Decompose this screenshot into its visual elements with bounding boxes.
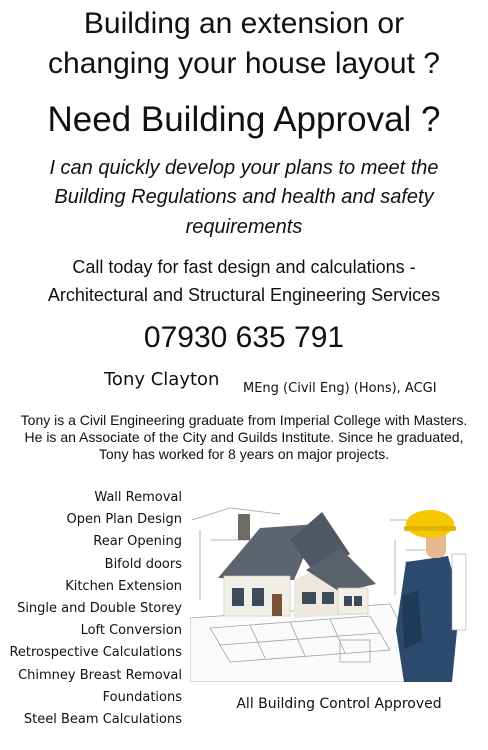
bio-line-3: Tony has worked for 8 years on major projects. [98,446,390,462]
service-item: Foundations [102,689,182,705]
house-icon [218,512,376,618]
engineer-name: Tony Clayton [104,369,220,390]
service-item: Rear Opening [93,534,182,550]
approval-headline: Need Building Approval ? [47,100,441,139]
engineer-figure [396,510,466,682]
pitch-line-1: I can quickly develop your plans to meet the [49,157,439,179]
service-item: Bifold doors [104,556,182,572]
headline-line-2: changing your house layout ? [48,47,440,80]
service-item: Single and Double Storey [17,600,182,616]
bio-line-1: Tony is a Civil Engineering graduate from Imperial College with Masters. [20,412,468,428]
hardhat-icon [406,510,454,538]
services-list [9,488,182,732]
call-to-action: Call today for fast design and calculations - [72,257,416,277]
service-item: Loft Conversion [80,623,182,639]
engineer-qualifications: MEng (Civil Eng) (Hons), ACGI [243,381,437,396]
service-item: Steel Beam Calculations [23,711,182,727]
bio-line-2: He is an Associate of the City and Guilds Institute. Since he graduated, [24,429,464,445]
headline-line-1: Building an extension or [83,7,405,40]
service-item: Open Plan Design [66,512,182,528]
service-item: Kitchen Extension [65,578,182,594]
service-item: Wall Removal [94,490,182,505]
approval-caption: All Building Control Approved [236,696,442,712]
pitch-line-3: requirements [185,216,303,238]
house-blueprint-illustration [190,500,488,682]
pitch-line-2: Building Regulations and health and safety [54,186,434,208]
service-item: Chimney Breast Removal [18,667,182,683]
service-item: Retrospective Calculations [9,645,182,661]
phone-number: 07930 635 791 [143,321,345,354]
services-title: Architectural and Structural Engineering Services [47,285,441,305]
